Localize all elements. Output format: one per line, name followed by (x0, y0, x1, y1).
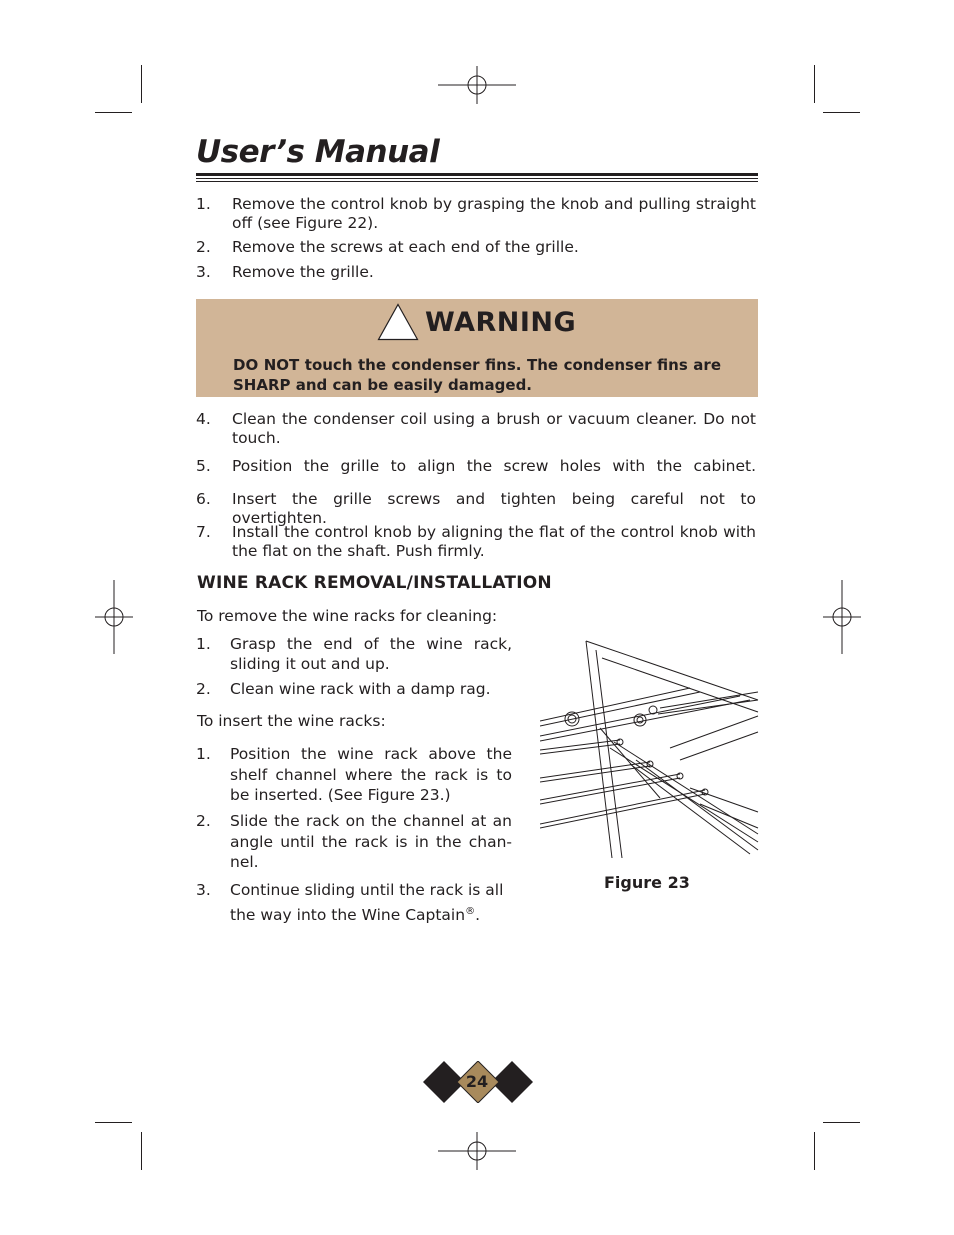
warning-title: WARNING (425, 307, 577, 338)
list-item (196, 410, 756, 448)
section-heading: WINE RACK REMOVAL/INSTALLATION (197, 573, 552, 593)
list-item (196, 263, 756, 282)
step-text-main: Continue sliding until the rack is all the way into the Wine Captain (230, 881, 504, 925)
step-number: 5. (196, 457, 211, 475)
step-text: Clean the condenser coil using a brush or vacuum cleaner. Do not touch. (232, 410, 756, 447)
wine-rack-figure (540, 638, 760, 860)
step-number: 1. (196, 745, 211, 763)
step-text: Position the grille to align the screw holes with the cabinet. (232, 457, 756, 475)
list-item (196, 195, 756, 233)
list-item (196, 523, 756, 561)
step-number: 2. (196, 680, 211, 698)
step-number: 4. (196, 410, 211, 428)
step-number: 6. (196, 490, 211, 508)
step-text: Install the control knob by aligning the flat of the control knob with the flat on the shaft. Push firmly. (232, 523, 756, 560)
step-text: Grasp the end of the wine rack, sliding it out and up. (230, 635, 512, 673)
step-text-end: . (475, 906, 481, 925)
step-number: 7. (196, 523, 211, 541)
page-title: User’s Manual (196, 134, 440, 170)
step-text: Slide the rack on the channel at an angle until the rack is in the chan-nel. (230, 812, 512, 871)
remove-intro: To remove the wine racks for cleaning: (197, 607, 498, 625)
registration-mark-right (823, 580, 861, 654)
list-item (196, 811, 516, 873)
step-text (230, 879, 512, 926)
step-number: 2. (196, 812, 211, 830)
title-rule-thin-2 (196, 181, 758, 182)
list-item (196, 744, 516, 806)
step-text: Remove the screws at each end of the grille. (232, 238, 579, 256)
step-number: 3. (196, 881, 211, 899)
title-rule-thick (196, 173, 758, 176)
list-item (196, 680, 516, 699)
step-text: Insert the grille screws and tighten being careful not to overtighten. (232, 490, 756, 527)
list-item (196, 457, 756, 476)
step-number: 3. (196, 263, 211, 281)
warning-triangle-icon (377, 303, 419, 341)
list-item (196, 238, 756, 257)
insert-intro: To insert the wine racks: (197, 712, 386, 730)
warning-text: DO NOT touch the condenser fins. The condenser fins are SHARP and can be easily damaged. (233, 356, 721, 394)
registration-mark-bottom (438, 1132, 516, 1170)
step-text: Remove the grille. (232, 263, 374, 281)
title-rule-thin-1 (196, 178, 758, 179)
figure-caption: Figure 23 (604, 873, 690, 892)
step-text: Remove the control knob by grasping the knob and pulling straight off (see Figure 22). (232, 195, 756, 232)
registered-mark: ® (465, 906, 476, 917)
registration-mark-left (95, 580, 133, 654)
step-number: 1. (196, 195, 211, 213)
step-text: Position the wine rack above the shelf channel where the rack is to be inserted. (See Figure 23.) (230, 745, 512, 804)
step-text: Clean wine rack with a damp rag. (230, 680, 491, 698)
list-item (196, 634, 516, 674)
page-number: 24 (465, 1072, 489, 1091)
step-number: 2. (196, 238, 211, 256)
step-number: 1. (196, 635, 211, 653)
list-item (196, 879, 516, 926)
registration-mark-top (438, 66, 516, 104)
